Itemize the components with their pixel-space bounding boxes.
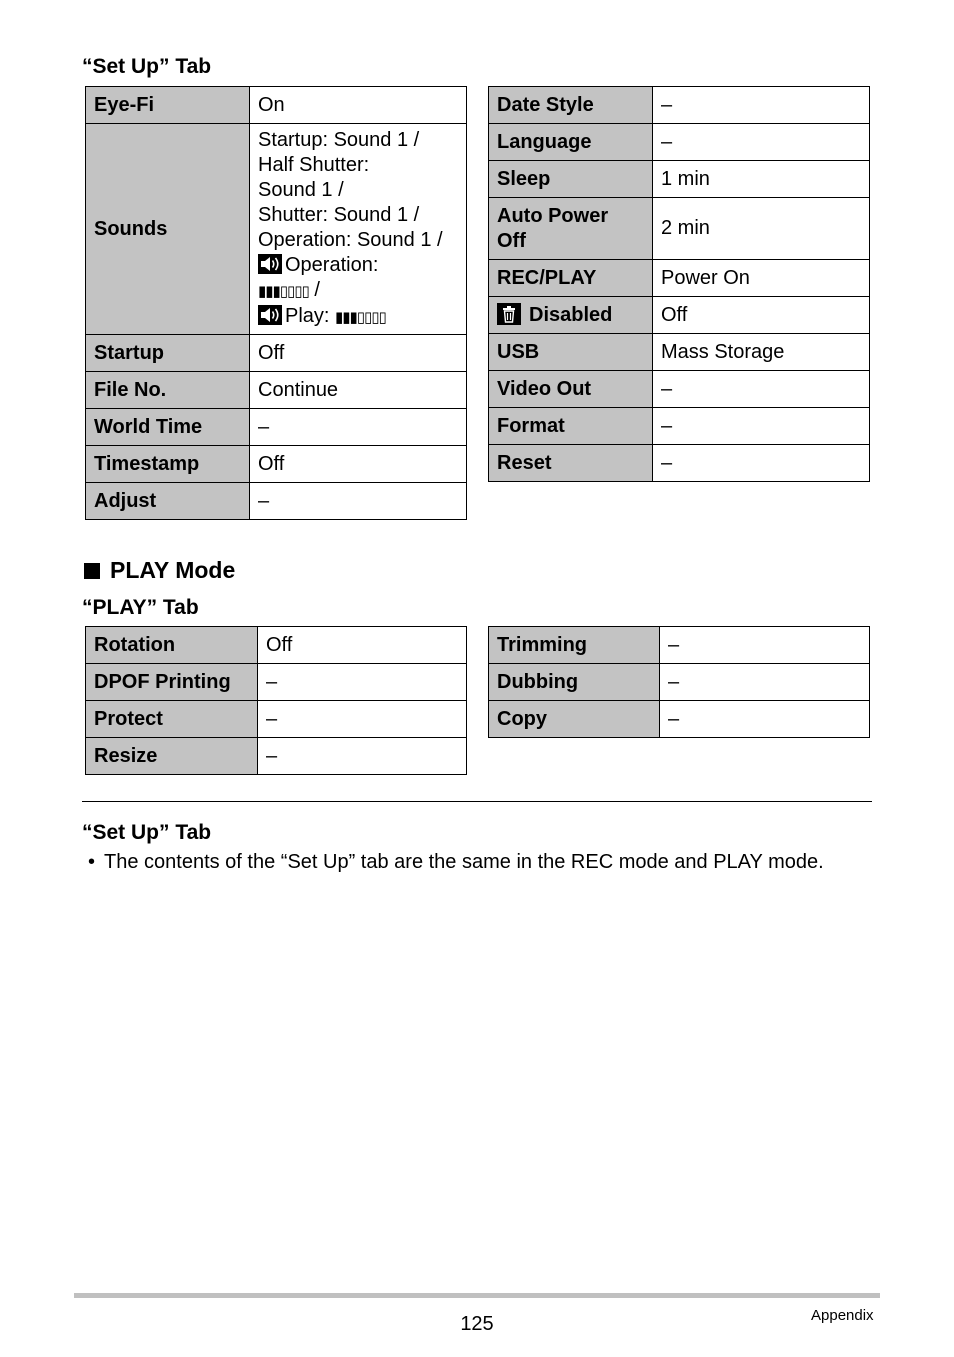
setting-value: Continue [250,372,467,409]
setting-value-sounds [250,124,467,335]
table-row [489,627,870,664]
setting-value: – [653,445,870,482]
setting-value: Off [250,446,467,483]
setting-name: Auto Power Off [489,198,653,260]
table-row [86,335,467,372]
table-row [489,701,870,738]
setting-value: – [258,664,467,701]
volume-level: ▮▮▮▯▯▯▯ [258,281,309,300]
setting-name: Language [489,124,653,161]
setting-name: Reset [489,445,653,482]
page-number: 125 [460,1313,494,1335]
setting-value: Off [653,297,870,334]
trash-icon [497,303,521,325]
play-label: Play: [285,304,330,327]
setting-value: – [653,87,870,124]
setting-value: – [653,124,870,161]
setting-value: – [653,371,870,408]
separator: / [308,278,320,301]
setting-value: Power On [653,260,870,297]
table-row [489,260,870,297]
setting-name: Adjust [86,483,250,520]
setting-name: Sleep [489,161,653,198]
setup-table-right [488,86,870,482]
setup-tab-heading: “Set Up” Tab [82,55,212,78]
operation-label: Operation: [285,253,379,276]
setting-value: – [660,701,870,738]
play-table-left [85,626,467,775]
sounds-line: Operation: Sound 1 / [258,228,443,251]
table-row [86,701,467,738]
volume-level: ▮▮▮▯▯▯▯ [335,307,386,326]
setting-value: Mass Storage [653,334,870,371]
table-row [489,408,870,445]
divider [82,801,872,802]
setting-name: Copy [489,701,660,738]
setting-value: 1 min [653,161,870,198]
setting-value: – [258,738,467,775]
play-mode-heading [84,557,235,583]
table-row [86,738,467,775]
setting-value: – [660,627,870,664]
operation-level-line [258,278,466,304]
setting-name: Rotation [86,627,258,664]
setting-name: Trimming [489,627,660,664]
table-row [489,371,870,408]
setting-name: Eye-Fi [86,87,250,124]
table-row [86,446,467,483]
setting-name: USB [489,334,653,371]
square-bullet-icon [84,563,100,579]
table-row [86,664,467,701]
setting-value: – [258,701,467,738]
setting-name: REC/PLAY [489,260,653,297]
sounds-line: Shutter: Sound 1 / [258,203,420,226]
table-row [489,87,870,124]
table-row [86,627,467,664]
setting-name: Startup [86,335,250,372]
table-row [489,664,870,701]
setting-name-disabled [489,297,653,334]
table-row [489,124,870,161]
table-row [489,161,870,198]
table-row [489,334,870,371]
setting-value: – [250,409,467,446]
section-label: Appendix [811,1307,874,1324]
table-row [86,87,467,124]
setting-name: Video Out [489,371,653,408]
setting-name: DPOF Printing [86,664,258,701]
footer-divider [74,1293,880,1298]
setting-value: – [250,483,467,520]
play-mode-title: PLAY Mode [110,557,236,583]
play-tab-heading: “PLAY” Tab [82,596,199,619]
setting-value: Off [258,627,467,664]
table-row [86,372,467,409]
sounds-line: Half Shutter: [258,153,370,176]
setting-name: File No. [86,372,250,409]
setting-name: Protect [86,701,258,738]
setting-name: Date Style [489,87,653,124]
table-row [489,198,870,260]
speaker-icon [258,305,282,325]
speaker-icon [258,254,282,274]
setting-label: Disabled [529,303,613,326]
setting-name: Format [489,408,653,445]
table-row [489,445,870,482]
table-row [86,483,467,520]
setup-table-left [85,86,467,520]
setting-name: Timestamp [86,446,250,483]
setting-value: 2 min [653,198,870,260]
setting-name: Resize [86,738,258,775]
bullet: • [88,851,96,873]
sounds-line: Sound 1 / [258,178,344,201]
setting-value: Off [250,335,467,372]
setting-value: – [660,664,870,701]
note-heading: “Set Up” Tab [82,821,212,844]
note-item [88,850,824,874]
setting-value: On [250,87,467,124]
note-text: The contents of the “Set Up” tab are the same in the REC mode and PLAY mode. [104,851,824,873]
setting-value: – [653,408,870,445]
table-row [489,297,870,334]
setting-name: Dubbing [489,664,660,701]
sounds-line: Startup: Sound 1 / [258,128,420,151]
setting-name: World Time [86,409,250,446]
table-row [86,409,467,446]
setting-name: Sounds [86,124,250,335]
table-row [86,124,467,335]
volume-operation-line [258,253,466,278]
play-table-right [488,626,870,738]
volume-play-line [258,304,466,330]
